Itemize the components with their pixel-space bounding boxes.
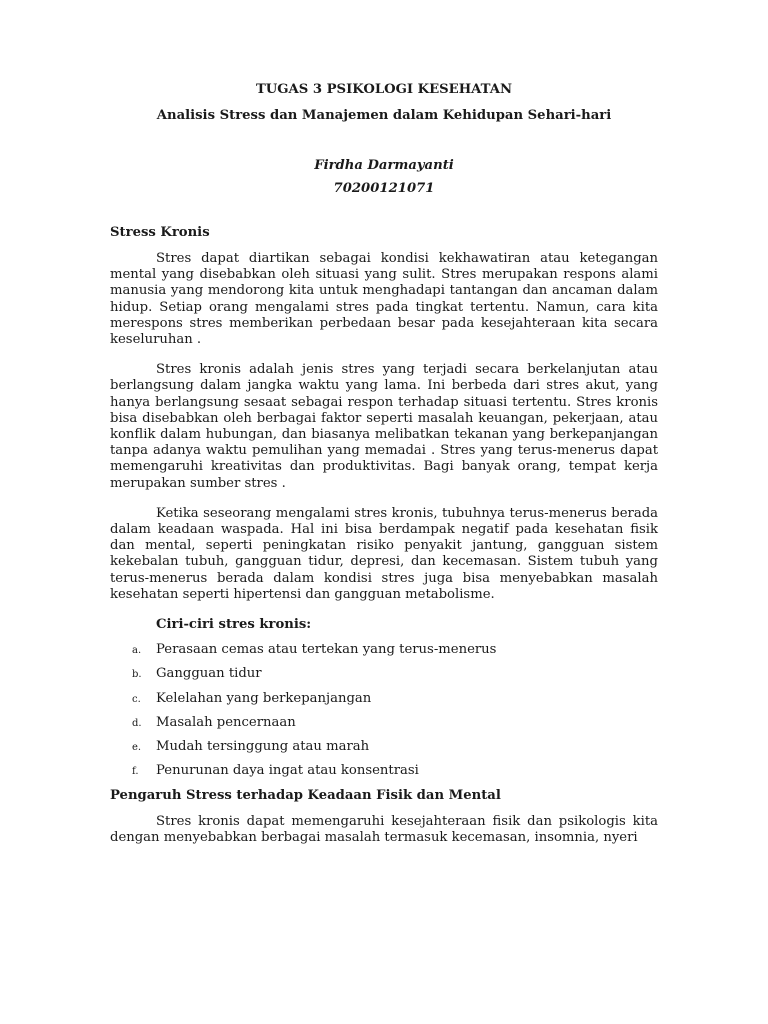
list-item [110, 642, 658, 658]
list-item-text: Perasaan cemas atau tertekan yang terus-menerus [156, 642, 497, 658]
paragraph: Stres dapat diartikan sebagai kondisi kekhawatiran atau ketegangan mental yang disebabkan oleh situasi yang sulit. Stres merupakan respons alami manusia yang mendorong kita untuk menghadapi tantangan dan ancaman dalam hidup. Setiap orang mengalami stres pada tingkat tertentu. Namun, cara kita merespons stres memberikan perbedaan besar pada kesejahteraan kita secara keseluruhan . [110, 251, 658, 348]
list-marker: b. [132, 669, 142, 681]
author-name: Firdha Darmayanti [314, 158, 454, 174]
list-marker: e. [132, 742, 142, 754]
list-item-text: Kelelahan yang berkepanjangan [156, 690, 372, 706]
list-item-text: Masalah pencernaan [156, 714, 296, 730]
list-item-text: Mudah tersinggung atau marah [156, 739, 370, 755]
list-item [110, 691, 658, 707]
list-item [110, 763, 658, 779]
document-subtitle: Analisis Stress dan Manajemen dalam Kehidupan Sehari-hari [156, 108, 612, 124]
list-marker: a. [132, 645, 142, 657]
symptoms-list [110, 642, 658, 779]
paragraph: Stres kronis dapat memengaruhi kesejahteraan fisik dan psikologis kita dengan menyebabkan berbagai masalah termasuk kecemasan, insomnia, nyeri [110, 813, 658, 845]
document-page [110, 82, 658, 860]
list-item [110, 666, 658, 682]
section-heading-pengaruh-stress: Pengaruh Stress terhadap Keadaan Fisik dan Mental [110, 787, 501, 803]
list-item-text: Penurunan daya ingat atau konsentrasi [156, 763, 419, 779]
student-id: 70200121071 [333, 180, 435, 196]
list-item-text: Gangguan tidur [156, 666, 262, 682]
paragraph: Ketika seseorang mengalami stres kronis, tubuhnya terus-menerus berada dalam keadaan waspada. Hal ini bisa berdampak negatif pada kesehatan fisik dan mental, seperti peningkatan risiko penyakit jantung, gangguan sistem kekebalan tubuh, gangguan tidur, depresi, dan kecemasan. Sistem tubuh yang terus-menerus berada dalam kondisi stres juga bisa menyebabkan masalah kesehatan seperti hipertensi dan gangguan metabolisme. [110, 505, 658, 602]
list-marker: d. [132, 717, 142, 729]
paragraph: Stres kronis adalah jenis stres yang terjadi secara berkelanjutan atau berlangsung dalam jangka waktu yang lama. Ini berbeda dari stres akut, yang hanya berlangsung sesaat sebagai respon terhadap situasi tertentu. Stres kronis bisa disebabkan oleh berbagai faktor seperti masalah keuangan, pekerjaan, atau konflik dalam hubungan, dan biasanya melibatkan tekanan yang berkepanjangan tanpa adanya waktu pemulihan yang memadai . Stres yang terus-menerus dapat memengaruhi kreativitas dan produktivitas. Bagi banyak orang, tempat kerja merupakan sumber stres . [110, 362, 658, 491]
section-heading-stress-kronis: Stress Kronis [110, 224, 210, 240]
list-marker: c. [132, 693, 141, 705]
document-title: TUGAS 3 PSIKOLOGI KESEHATAN [255, 82, 513, 97]
symptoms-list-title: Ciri-ciri stres kronis: [156, 617, 312, 633]
list-item [110, 715, 658, 731]
list-item [110, 739, 658, 755]
list-marker: f. [132, 766, 139, 778]
